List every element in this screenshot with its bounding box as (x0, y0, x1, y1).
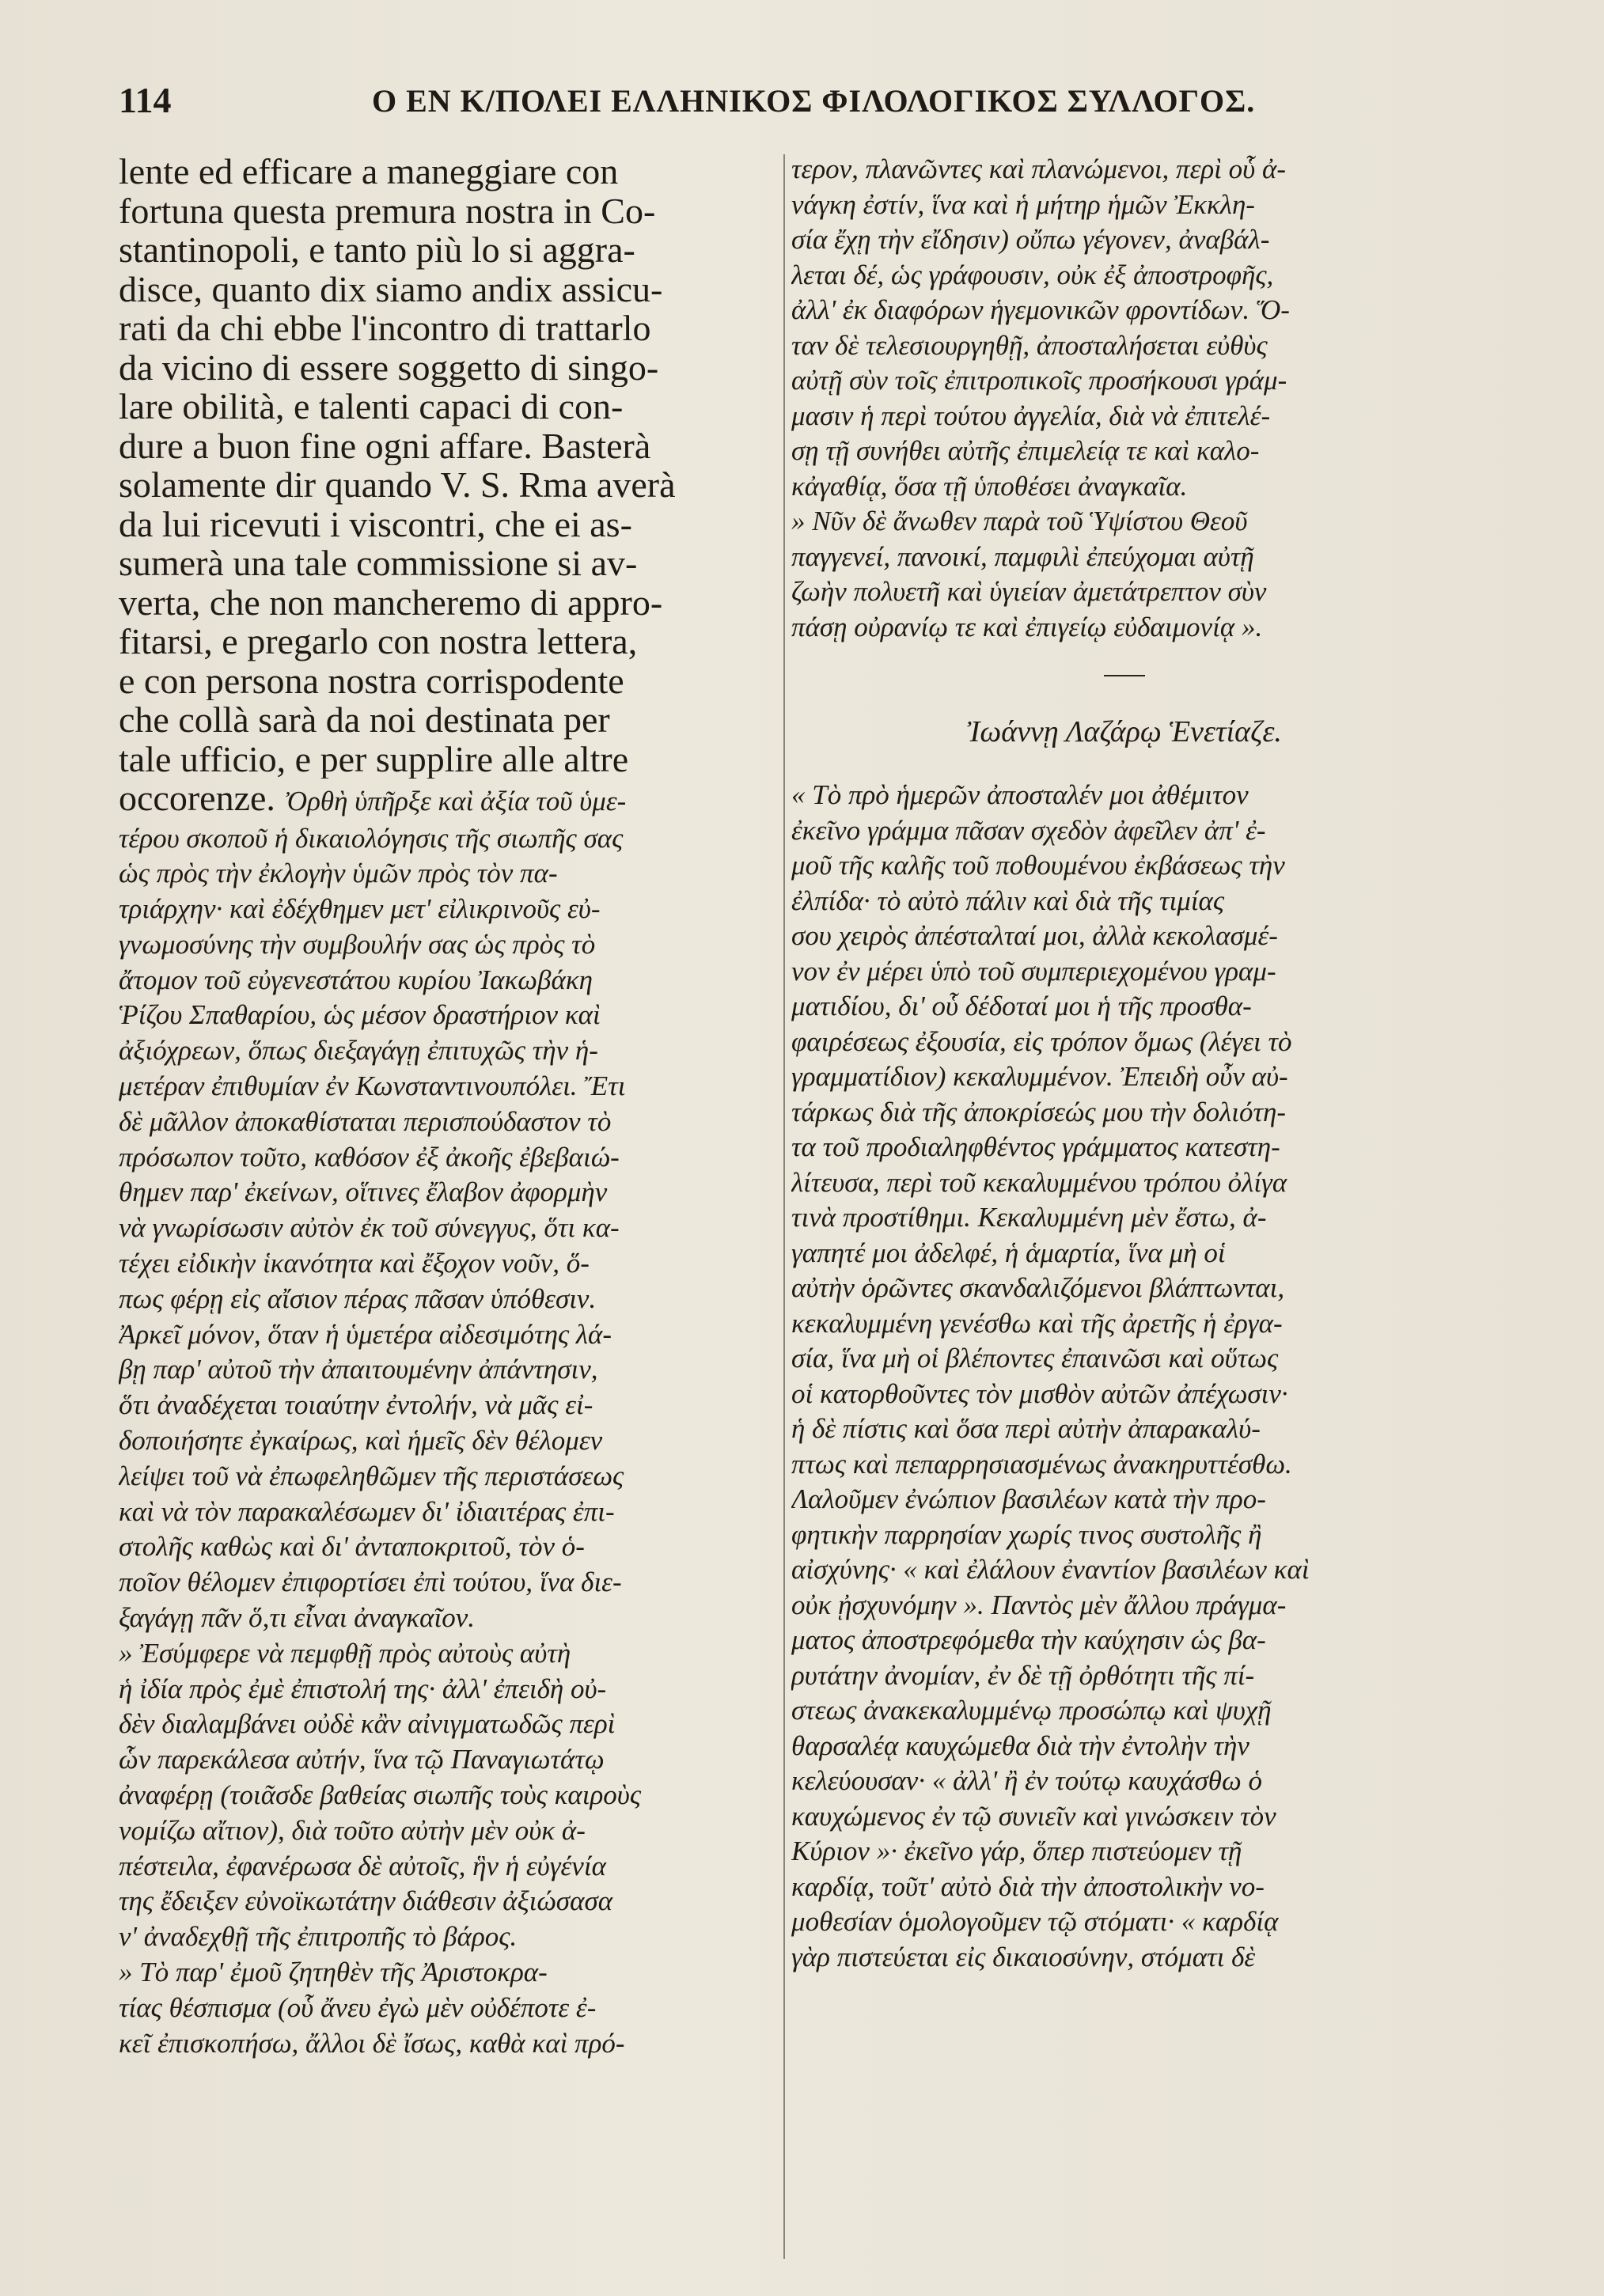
greek-text-line: μοθεσίαν ὁμολογοῦμεν τῷ στόματι· « καρδίᾳ (791, 1906, 1279, 1937)
greek-text-line: καὶ νὰ τὸν παρακαλέσωμεν δι' ἰδιαιτέρας ἐπι- (119, 1495, 615, 1527)
greek-text-line: στολῆς καθὼς καὶ δι' ἀνταποκριτοῦ, τὸν ὁ- (119, 1531, 585, 1563)
right-column (791, 152, 1458, 1975)
greek-text-line: νάγκη ἐστίν, ἵνα καὶ ἡ μήτηρ ἡμῶν Ἐκκλη- (791, 188, 1255, 220)
greek-text-line: τινὰ προστίθημι. Κεκαλυμμένη μὲν ἔστω, ἀ- (791, 1202, 1267, 1233)
greek-text-line: σῃ τῇ συνήθει αὐτῆς ἐπιμελείᾳ τε καὶ καλο- (791, 435, 1260, 466)
greek-text-line: ὅτι ἀναδέχεται τοιαύτην ἐντολήν, νὰ μᾶς εἰ- (119, 1389, 593, 1421)
italian-text-line: da vicino di essere soggetto di singo- (119, 347, 659, 387)
greek-text-line: τα τοῦ προδιαληφθέντος γράμματος κατεστη- (791, 1131, 1280, 1162)
column-divider (783, 154, 785, 2259)
greek-text-line: τάρκως διὰ τῆς ἀποκρίσεώς μου τὴν δολιότη- (791, 1096, 1287, 1127)
greek-text-line: τερον, πλανῶντες καὶ πλανώμενοι, περὶ οὗ ἀ- (791, 153, 1286, 184)
greek-text-line: κελεύουσαν· « ἀλλ' ἢ ἐν τούτῳ καυχάσθω ὁ (791, 1765, 1262, 1796)
italian-text-line: lente ed efficare a maneggiare con (119, 152, 619, 191)
greek-text-line: δὲν διαλαμβάνει οὐδὲ κἂν αἰνιγματωδῶς περὶ (119, 1708, 616, 1740)
greek-text-line: αὐτὴν ὁρῶντες σκανδαλιζόμενοι βλάπτωνται, (791, 1272, 1285, 1303)
italian-text-line: fortuna questa premura nostra in Co- (119, 191, 656, 230)
greek-text-line: νομίζω αἴτιον), διὰ τοῦτο αὐτὴν μὲν οὐκ ἀ- (119, 1814, 586, 1846)
greek-text-line: θαρσαλέᾳ καυχώμεθα διὰ τὴν ἐντολὴν τὴν (791, 1730, 1249, 1761)
section-separator (791, 645, 1458, 700)
greek-text-line: ν' ἀναδεχθῇ τῆς ἐπιτροπῆς τὸ βάρος. (119, 1921, 518, 1953)
italian-text-line: stantinopoli, e tanto più lo si aggra- (119, 230, 635, 270)
italian-text-line: lare obilità, e talenti capaci di con- (119, 387, 624, 426)
greek-text-line: » Ἐσύμφερε νὰ πεμφθῇ πρὸς αὐτοὺς αὐτὴ (119, 1637, 571, 1669)
greek-text-line: πάσῃ οὐρανίῳ τε καὶ ἐπιγείῳ εὐδαιμονίᾳ ». (791, 611, 1263, 642)
greek-text-line: οἱ κατορθοῦντες τὸν μισθὸν αὐτῶν ἀπέχωσιν· (791, 1377, 1288, 1409)
greek-text-line: ζωὴν πολυετῆ καὶ ὑγιείαν ἀμετάτρεπτον σὺν (791, 576, 1267, 607)
greek-text-line: ματος ἀποστρεφόμεθα τὴν καύχησιν ὡς βα- (791, 1624, 1266, 1655)
greek-text-line: της ἔδειξεν εὐνοϊκωτάτην διάθεσιν ἀξιώσασα (119, 1885, 613, 1917)
greek-text-line: γνωμοσύνης τὴν συμβουλήν σας ὡς πρὸς τὸ (119, 928, 596, 960)
greek-text-line: τέχει εἰδικὴν ἱκανότητα καὶ ἔξοχον νοῦν, ὅ- (119, 1248, 590, 1279)
page-header (119, 79, 1551, 135)
greek-text-line: μοῦ τῆς καλῆς τοῦ ποθουμένου ἐκβάσεως τὴν (791, 850, 1285, 881)
italian-text-line: dure a buon fine ogni affare. Basterà (119, 426, 651, 465)
greek-text-line: μασιν ἡ περὶ τούτου ἀγγελία, διὰ νὰ ἐπιτελέ- (791, 400, 1271, 431)
italian-text-line: rati da chi ebbe l'incontro di trattarlo (119, 309, 651, 348)
greek-text-line: ἀναφέρῃ (τοιᾶσδε βαθείας σιωπῆς τοὺς καιροὺς (119, 1779, 642, 1811)
greek-text-line: κεκαλυμμένη γενέσθω καὶ τῆς ἀρετῆς ἡ ἐργα- (791, 1307, 1283, 1339)
greek-text-line: τίας θέσπισμα (οὗ ἄνευ ἐγὼ μὲν οὐδέποτε ἐ- (119, 1991, 597, 2023)
greek-text-line: » Τὸ παρ' ἐμοῦ ζητηθὲν τῆς Ἀριστοκρα- (119, 1957, 548, 1987)
italian-passage (119, 152, 775, 779)
greek-text-line: μετέραν ἐπιθυμίαν ἐν Κωνσταντινουπόλει. Ἔτι (119, 1070, 626, 1102)
greek-text-line: ρυτάτην ἀνομίαν, ἐν δὲ τῇ ὀρθότητι τῆς πί- (791, 1659, 1255, 1691)
greek-text-line: νὰ γνωρίσωσιν αὐτὸν ἐκ τοῦ σύνεγγυς, ὅτι κα- (119, 1212, 620, 1244)
greek-text-line: θημεν παρ' ἐκείνων, οἵτινες ἔλαβον ἀφορμὴν (119, 1176, 608, 1208)
greek-text-line: κἀγαθίᾳ, ὅσα τῇ ὑποθέσει ἀναγκαῖα. (791, 470, 1188, 502)
greek-text-line: καυχώμενος ἐν τῷ συνιεῖν καὶ γινώσκειν τὸν (791, 1800, 1276, 1832)
greek-text-line: Ἀρκεῖ μόνον, ὅταν ἡ ὑμετέρα αἰδεσιμότης λά- (119, 1318, 612, 1350)
left-column (119, 152, 775, 2061)
italian-text-line: verta, che non mancheremo di appro- (119, 582, 663, 622)
greek-text-line: ξαγάγῃ πᾶν ὅ,τι εἶναι ἀναγκαῖον. (119, 1602, 476, 1634)
greek-text-line: ἀξιόχρεων, ὅπως διεξαγάγῃ ἐπιτυχῶς τὴν ἡ- (119, 1035, 598, 1067)
greek-text-line: φαιρέσεως ἐξουσία, εἰς τρόπον ὅμως (λέγει τὸ (791, 1025, 1292, 1057)
greek-translation (119, 821, 775, 2062)
greek-text-line: νον ἐν μέρει ὑπὸ τοῦ συμπεριεχομένου γραμ- (791, 955, 1276, 987)
greek-text-line: πέστειλα, ἐφανέρωσα δὲ αὐτοῖς, ἣν ἡ εὐγένία (119, 1850, 606, 1881)
greek-text-line: ἐλπίδα· τὸ αὐτὸ πάλιν καὶ διὰ τῆς τιμίας (791, 885, 1225, 916)
greek-text-line: γαπητέ μοι ἀδελφέ, ἡ ἁμαρτία, ἵνα μὴ οἱ (791, 1237, 1226, 1268)
greek-text-line: δὲ μᾶλλον ἀποκαθίσταται περισπούδαστον τὸ (119, 1105, 612, 1137)
greek-start: Ὀρθὴ ὑπῆρξε καὶ ἀξία τοῦ ὑμε- (284, 786, 627, 816)
greek-text-line: πως φέρῃ εἰς αἴσιον πέρας πᾶσαν ὑπόθεσιν. (119, 1283, 597, 1314)
greek-text-line: αἰσχύνης· « καὶ ἐλάλουν ἐναντίον βασιλέων καὶ (791, 1554, 1310, 1585)
greek-text-line: ἀλλ' ἐκ διαφόρων ἡγεμονικῶν φροντίδων. Ὅ- (791, 294, 1290, 325)
greek-text-line: λίτευσα, περὶ τοῦ κεκαλυμμένου τρόπου ὀλίγα (791, 1166, 1287, 1198)
letter-end (791, 152, 1458, 645)
greek-text-line: στεως ἀνακεκαλυμμένῳ προσώπῳ καὶ ψυχῇ (791, 1695, 1272, 1726)
greek-text-line: Κύριον »· ἐκεῖνο γάρ, ὅπερ πιστεύομεν τῇ (791, 1836, 1242, 1866)
greek-text-line: Ῥίζου Σπαθαρίου, ὡς μέσον δραστήριον καὶ (119, 999, 601, 1031)
greek-text-line: ὧν παρεκάλεσα αὐτήν, ἵνα τῷ Παναγιωτάτῳ (119, 1744, 605, 1775)
greek-text-line: ποῖον θέλομεν ἐπιφορτίσει ἐπὶ τούτου, ἵνα διε- (119, 1567, 622, 1598)
greek-text-line: Λαλοῦμεν ἐνώπιον βασιλέων κατὰ τὴν προ- (791, 1483, 1266, 1514)
greek-text-line: ὡς πρὸς τὴν ἐκλογὴν ὑμῶν πρὸς τὸν πα- (119, 858, 558, 889)
letter-heading: Ἰωάννῃ Λαζάρῳ Ἑνετίαζε. (967, 715, 1282, 748)
greek-text-line: ἐκεῖνο γράμμα πᾶσαν σχεδὸν ἀφεῖλεν ἀπ' ἐ- (791, 814, 1266, 846)
italian-tail: occorenze. (119, 779, 275, 818)
italian-text-line: che collà sarà da noi destinata per (119, 700, 610, 740)
italian-text-line: solamente dir quando V. S. Rma averà (119, 465, 676, 505)
running-title: Ο ΕΝ Κ/ΠΟΛΕΙ ΕΛΛΗΝΙΚΟΣ ΦΙΛΟΛΟΓΙΚΟΣ ΣΥΛΛΟΓΟΣ. (372, 83, 1256, 119)
greek-text-line: ταν δὲ τελεσιουργηθῇ, ἀποσταλήσεται εὐθὺς (791, 329, 1268, 361)
greek-text-line: γραμματίδιον) κεκαλυμμένον. Ἐπειδὴ οὖν αὐ- (791, 1061, 1288, 1092)
greek-text-line: ἄτομον τοῦ εὐγενεστάτου κυρίου Ἰακωβάκη (119, 964, 593, 995)
greek-text-line: σου χειρὸς ἀπέσταλταί μοι, ἀλλὰ κεκολασμέ- (791, 920, 1278, 951)
greek-text-line: τριάρχην· καὶ ἐδέχθημεν μετ' εἰλικρινοῦς εὐ- (119, 893, 601, 925)
letter-body (791, 778, 1458, 1975)
greek-text-line: πρόσωπον τοῦτο, καθόσον ἐξ ἀκοῆς ἐβεβαιώ- (119, 1141, 620, 1173)
italian-text-line: da lui ricevuti i viscontri, che ei as- (119, 504, 632, 544)
greek-text-line: οὐκ ᾐσχυνόμην ». Παντὸς μὲν ἄλλου πράγμα- (791, 1589, 1287, 1620)
italian-text-line: e con persona nostra corrispodente (119, 661, 624, 700)
separator-dash (1104, 675, 1145, 676)
greek-text-line: ἡ ἰδία πρὸς ἐμὲ ἐπιστολή της· ἀλλ' ἐπειδὴ οὐ- (119, 1673, 607, 1704)
page-number: 114 (119, 80, 172, 120)
greek-text-line: τέρου σκοποῦ ἡ δικαιολόγησις τῆς σιωπῆς σας (119, 822, 624, 854)
italian-text-line: fitarsi, e pregarlo con nostra lettera, (119, 622, 638, 661)
greek-text-line: « Τὸ πρὸ ἡμερῶν ἀποσταλέν μοι ἀθέμιτον (791, 779, 1249, 810)
greek-text-line: σία ἔχῃ τὴν εἴδησιν) οὔπω γέγονεν, ἀναβάλ- (791, 224, 1270, 255)
greek-text-line: ἡ δὲ πίστις καὶ ὅσα περὶ αὐτὴν ἀπαρακαλύ- (791, 1413, 1261, 1444)
greek-text-line: βῃ παρ' αὐτοῦ τὴν ἀπαιτουμένην ἀπάντησιν, (119, 1354, 598, 1385)
greek-text-line: κεῖ ἐπισκοπήσω, ἄλλοι δὲ ἴσως, καθὰ καὶ πρό- (119, 2027, 625, 2059)
greek-text-line: σία, ἵνα μὴ οἱ βλέποντες ἐπαινῶσι καὶ οὕτως (791, 1343, 1279, 1373)
italian-text-line: sumerà una tale commissione si av- (119, 544, 638, 583)
greek-text-line: » Νῦν δὲ ἄνωθεν παρὰ τοῦ Ὑψίστου Θεοῦ (791, 506, 1248, 536)
greek-text-line: παγγενεί, πανοικί, παμφιλὶ ἐπεύχομαι αὐτῇ (791, 540, 1254, 572)
greek-text-line: γὰρ πιστεύεται εἰς δικαιοσύνην, στόματι δὲ (791, 1941, 1256, 1972)
greek-text-line: λείψει τοῦ νὰ ἐπωφεληθῶμεν τῆς περιστάσεως (119, 1460, 624, 1491)
italian-text-line: tale ufficio, e per supplire alle altre (119, 739, 629, 779)
mixed-line (119, 779, 775, 821)
greek-text-line: λεται δέ, ὡς γράφουσιν, οὐκ ἐξ ἀποστροφῆς, (791, 259, 1274, 290)
greek-text-line: φητικὴν παρρησίαν χωρίς τινος συστολῆς ἢ (791, 1518, 1262, 1550)
greek-text-line: καρδίᾳ, τοῦτ' αὐτὸ διὰ τὴν ἀποστολικὴν νο- (791, 1870, 1265, 1902)
greek-text-line: ματιδίου, δι' οὗ δέδοταί μοι ἡ τῆς προσθα- (791, 991, 1252, 1021)
italian-text-line: disce, quanto dix siamo andix assicu- (119, 269, 663, 309)
greek-text-line: πτως καὶ πεπαρρησιασμένως ἀνακηρυττέσθω. (791, 1448, 1292, 1480)
greek-text-line: αὐτῇ σὺν τοῖς ἐπιτροπικοῖς προσήκουσι γράμ- (791, 365, 1287, 396)
greek-text-line: δοποιήσητε ἐγκαίρως, καὶ ἡμεῖς δὲν θέλομεν (119, 1425, 603, 1457)
